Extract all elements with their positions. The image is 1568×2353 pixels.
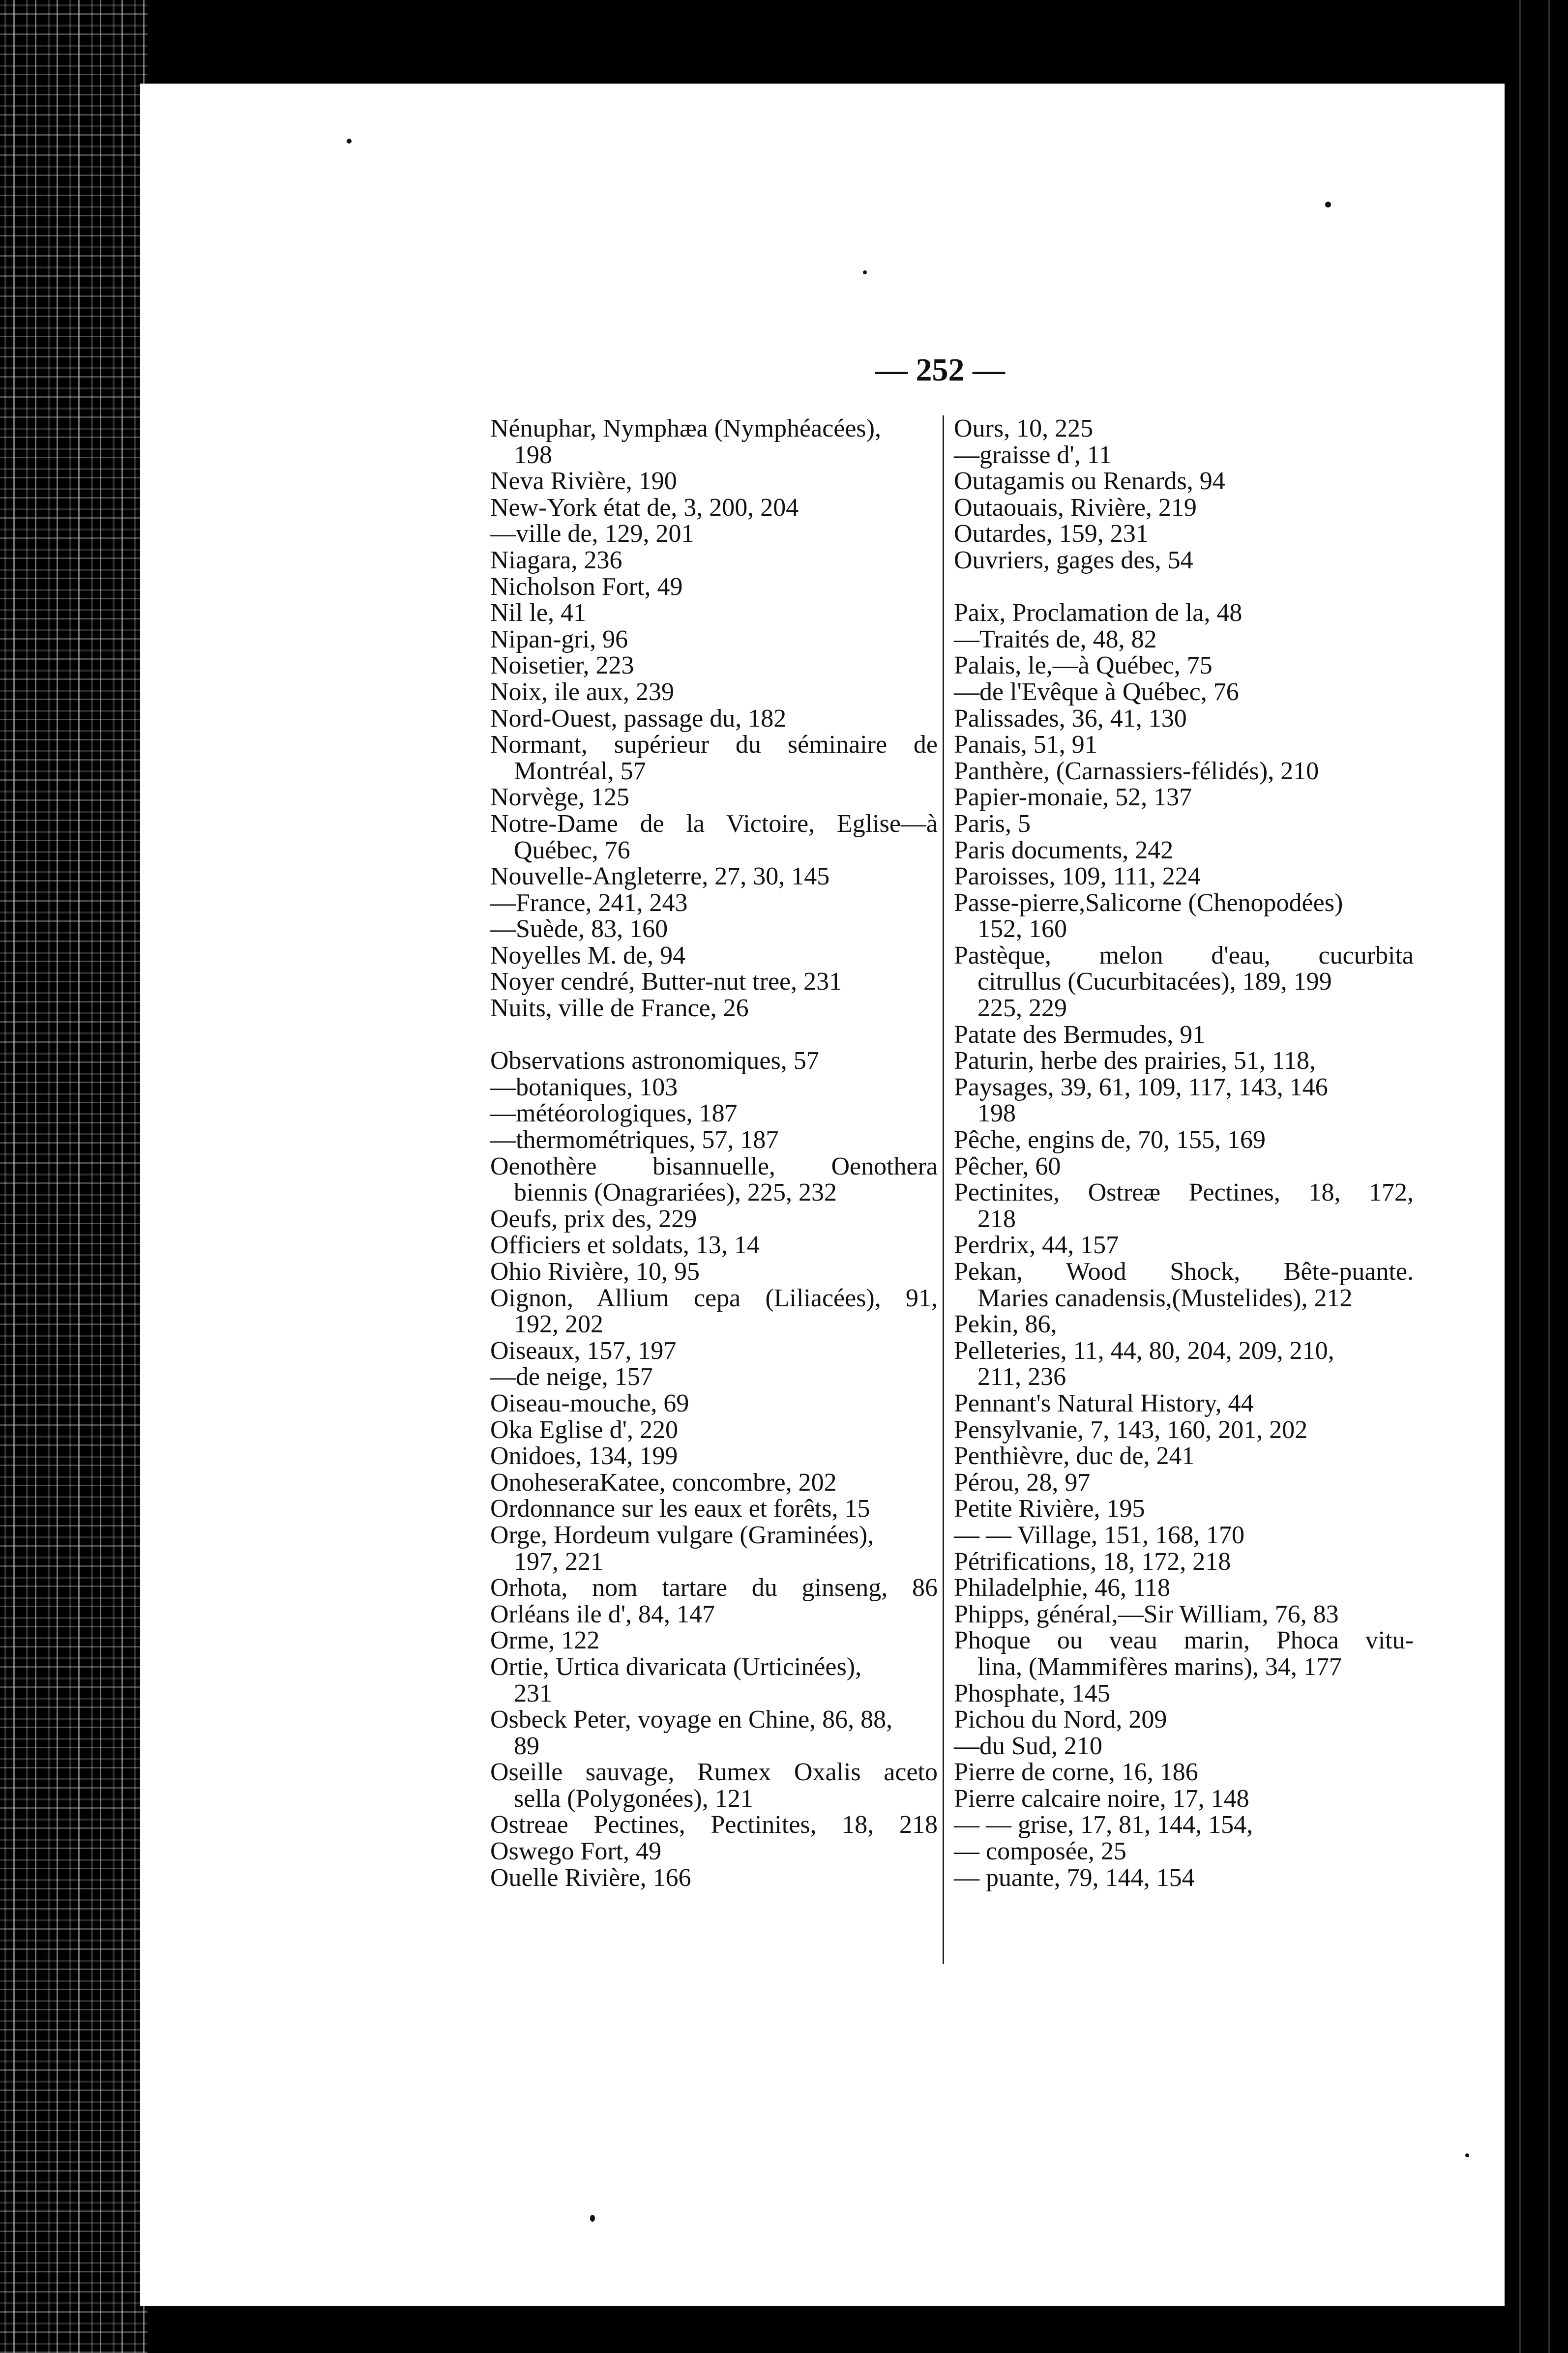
right-index-entry: Pekan, Wood Shock, Bête-puante.: [954, 1258, 1414, 1286]
right-index-entry: Pierre calcaire noire, 17, 148: [954, 1784, 1249, 1813]
right-index-entry: Papier-monaie, 52, 137: [954, 783, 1192, 812]
left-index-entry: —ville de, 129, 201: [490, 520, 694, 548]
left-index-entry: OnoheseraKatee, concombre, 202: [490, 1468, 837, 1497]
right-index-entry: Outagamis ou Renards, 94: [954, 467, 1225, 496]
left-index-entry: sella (Polygonées), 121: [514, 1784, 753, 1813]
right-index-entry: 225, 229: [977, 994, 1067, 1023]
right-index-entry: —de l'Evêque à Québec, 76: [954, 677, 1239, 706]
left-index-entry: —France, 241, 243: [490, 888, 688, 917]
right-index-entry: 211, 236: [977, 1363, 1066, 1391]
right-index-entry: — puante, 79, 144, 154: [954, 1863, 1195, 1892]
left-index-entry: Neva Rivière, 190: [490, 467, 677, 496]
scan-speck: [347, 139, 352, 144]
right-index-entry: Ouvriers, gages des, 54: [954, 546, 1193, 574]
left-index-entry: Oiseaux, 157, 197: [490, 1336, 677, 1365]
right-index-entry: Panais, 51, 91: [954, 731, 1097, 759]
left-index-entry: Observations astronomiques, 57: [490, 1047, 819, 1075]
left-index-entry: Noisetier, 223: [490, 651, 634, 680]
index-column-left: [490, 415, 938, 1891]
left-index-entry: Nipan-gri, 96: [490, 625, 628, 653]
right-index-entry: Paysages, 39, 61, 109, 117, 143, 146: [954, 1073, 1328, 1101]
right-index-entry: Palais, le,—à Québec, 75: [954, 651, 1213, 680]
left-index-entry: Nord-Ouest, passage du, 182: [490, 704, 787, 733]
page-number: — 252 —: [875, 352, 1005, 388]
right-index-entry: — — Village, 151, 168, 170: [954, 1521, 1244, 1549]
right-index-entry: 152, 160: [977, 915, 1067, 943]
right-index-entry: Paturin, herbe des prairies, 51, 118,: [954, 1047, 1316, 1075]
left-index-entry: Oswego Fort, 49: [490, 1837, 662, 1866]
right-index-entry: Perdrix, 44, 157: [954, 1231, 1119, 1260]
left-index-entry: Oeufs, prix des, 229: [490, 1205, 697, 1233]
left-index-entry: Montréal, 57: [514, 757, 646, 785]
right-index-entry: Ours, 10, 225: [954, 414, 1094, 442]
left-index-entry: Nicholson Fort, 49: [490, 572, 683, 601]
right-index-entry: — — grise, 17, 81, 144, 154,: [954, 1811, 1253, 1839]
right-index-entry: Paris, 5: [954, 809, 1031, 838]
scan-edge-left: [0, 0, 148, 2353]
left-index-entry: Noix, ile aux, 239: [490, 677, 675, 706]
right-index-entry: Outardes, 159, 231: [954, 520, 1149, 548]
left-index-entry: Oignon, Allium cepa (Liliacées), 91,: [490, 1284, 938, 1312]
right-index-entry: Phosphate, 145: [954, 1679, 1110, 1707]
right-index-entry: Pêche, engins de, 70, 155, 169: [954, 1126, 1266, 1154]
right-index-entry: lina, (Mammifères marins), 34, 177: [977, 1652, 1342, 1681]
left-index-entry: 192, 202: [514, 1310, 603, 1339]
right-index-entry: Pichou du Nord, 209: [954, 1706, 1167, 1734]
left-index-entry: Nouvelle-Angleterre, 27, 30, 145: [490, 862, 830, 891]
right-index-entry: Paroisses, 109, 111, 224: [954, 862, 1201, 891]
right-index-entry: Maries canadensis,(Mustelides), 212: [977, 1284, 1353, 1312]
right-index-entry: —du Sud, 210: [954, 1732, 1102, 1760]
left-index-entry: Orme, 122: [490, 1626, 600, 1655]
right-index-entry: —Traités de, 48, 82: [954, 625, 1157, 653]
right-index-entry: Patate des Bermudes, 91: [954, 1020, 1206, 1049]
left-index-entry: —Suède, 83, 160: [490, 915, 668, 943]
column-divider: [943, 415, 944, 1964]
right-index-entry: Pierre de corne, 16, 186: [954, 1758, 1198, 1787]
scan-edge-right: [1509, 0, 1568, 2353]
left-index-entry: Ouelle Rivière, 166: [490, 1863, 691, 1892]
index-column-right: [954, 415, 1414, 1891]
right-index-entry: 198: [977, 1099, 1016, 1128]
right-index-entry: —graisse d', 11: [954, 441, 1112, 469]
scan-speck: [863, 270, 867, 274]
right-index-entry: Petite Rivière, 195: [954, 1495, 1145, 1523]
left-index-entry: Oenothère bisannuelle, Oenothera: [490, 1152, 938, 1180]
scan-speck: [590, 2215, 595, 2222]
right-index-entry: Pennant's Natural History, 44: [954, 1389, 1254, 1417]
left-index-entry: Niagara, 236: [490, 546, 622, 574]
left-index-entry: Oka Eglise d', 220: [490, 1415, 678, 1444]
right-index-entry: Penthièvre, duc de, 241: [954, 1442, 1195, 1471]
scan-speck: [1465, 2153, 1469, 2157]
left-index-entry: Orléans ile d', 84, 147: [490, 1600, 715, 1628]
right-index-entry: Phoque ou veau marin, Phoca vitu-: [954, 1626, 1414, 1655]
right-index-entry: Pérou, 28, 97: [954, 1468, 1091, 1497]
left-index-entry: Nénuphar, Nymphæa (Nymphéacées),: [490, 414, 881, 442]
right-index-entry: citrullus (Cucurbitacées), 189, 199: [977, 968, 1332, 996]
right-index-entry: Pelleteries, 11, 44, 80, 204, 209, 210,: [954, 1336, 1334, 1365]
right-index-entry: Phipps, général,—Sir William, 76, 83: [954, 1600, 1339, 1628]
section-gap: [490, 1022, 938, 1048]
right-index-entry: Outaouais, Rivière, 219: [954, 493, 1197, 522]
left-index-entry: Officiers et soldats, 13, 14: [490, 1231, 760, 1260]
left-index-entry: 89: [514, 1732, 539, 1760]
left-index-entry: Notre-Dame de la Victoire, Eglise—à: [490, 809, 938, 838]
left-index-entry: Nuits, ville de France, 26: [490, 994, 749, 1023]
right-index-entry: Passe-pierre,Salicorne (Chenopodées): [954, 888, 1343, 917]
right-index-entry: Philadelphie, 46, 118: [954, 1574, 1171, 1602]
right-index-entry: Paris documents, 242: [954, 836, 1174, 864]
right-index-entry: Pétrifications, 18, 172, 218: [954, 1547, 1231, 1576]
left-index-entry: 231: [514, 1679, 552, 1707]
right-index-entry: Pectinites, Ostreæ Pectines, 18, 172,: [954, 1178, 1414, 1207]
left-index-entry: —botaniques, 103: [490, 1073, 678, 1101]
scan-speck: [1325, 202, 1331, 207]
left-index-entry: Osbeck Peter, voyage en Chine, 86, 88,: [490, 1706, 893, 1734]
left-index-entry: Ostreae Pectines, Pectinites, 18, 218: [490, 1811, 938, 1839]
right-index-entry: Pastèque, melon d'eau, cucurbita: [954, 941, 1414, 970]
left-index-entry: Orge, Hordeum vulgare (Graminées),: [490, 1521, 874, 1549]
left-index-entry: Normant, supérieur du séminaire de: [490, 731, 938, 759]
right-index-entry: Pensylvanie, 7, 143, 160, 201, 202: [954, 1415, 1308, 1444]
left-index-entry: 197, 221: [514, 1547, 603, 1576]
left-index-entry: Ortie, Urtica divaricata (Urticinées),: [490, 1652, 862, 1681]
left-index-entry: Ordonnance sur les eaux et forêts, 15: [490, 1495, 870, 1523]
left-index-entry: Orhota, nom tartare du ginseng, 86: [490, 1574, 938, 1602]
left-index-entry: Nil le, 41: [490, 599, 586, 627]
right-index-entry: Pêcher, 60: [954, 1152, 1061, 1180]
right-index-entry: Pekin, 86,: [954, 1310, 1057, 1339]
right-index-entry: Palissades, 36, 41, 130: [954, 704, 1187, 733]
left-index-entry: Ohio Rivière, 10, 95: [490, 1258, 700, 1286]
left-index-entry: Norvège, 125: [490, 783, 630, 812]
left-index-entry: —thermométriques, 57, 187: [490, 1126, 779, 1154]
left-index-entry: Noyer cendré, Butter-nut tree, 231: [490, 968, 842, 996]
right-index-entry: Paix, Proclamation de la, 48: [954, 599, 1243, 627]
left-index-entry: Oseille sauvage, Rumex Oxalis aceto: [490, 1758, 938, 1787]
left-index-entry: New-York état de, 3, 200, 204: [490, 493, 799, 522]
left-index-entry: Onidoes, 134, 199: [490, 1442, 678, 1471]
left-index-entry: biennis (Onagrariées), 225, 232: [514, 1178, 837, 1207]
left-index-entry: Québec, 76: [514, 836, 630, 864]
right-index-entry: 218: [977, 1205, 1016, 1233]
left-index-entry: Noyelles M. de, 94: [490, 941, 686, 970]
right-index-entry: Panthère, (Carnassiers-félidés), 210: [954, 757, 1319, 785]
section-gap: [954, 574, 1414, 600]
left-index-entry: —de neige, 157: [490, 1363, 653, 1391]
left-index-entry: —météorologiques, 187: [490, 1099, 738, 1128]
right-index-entry: — composée, 25: [954, 1837, 1126, 1866]
left-index-entry: 198: [514, 441, 552, 469]
left-index-entry: Oiseau-mouche, 69: [490, 1389, 689, 1417]
